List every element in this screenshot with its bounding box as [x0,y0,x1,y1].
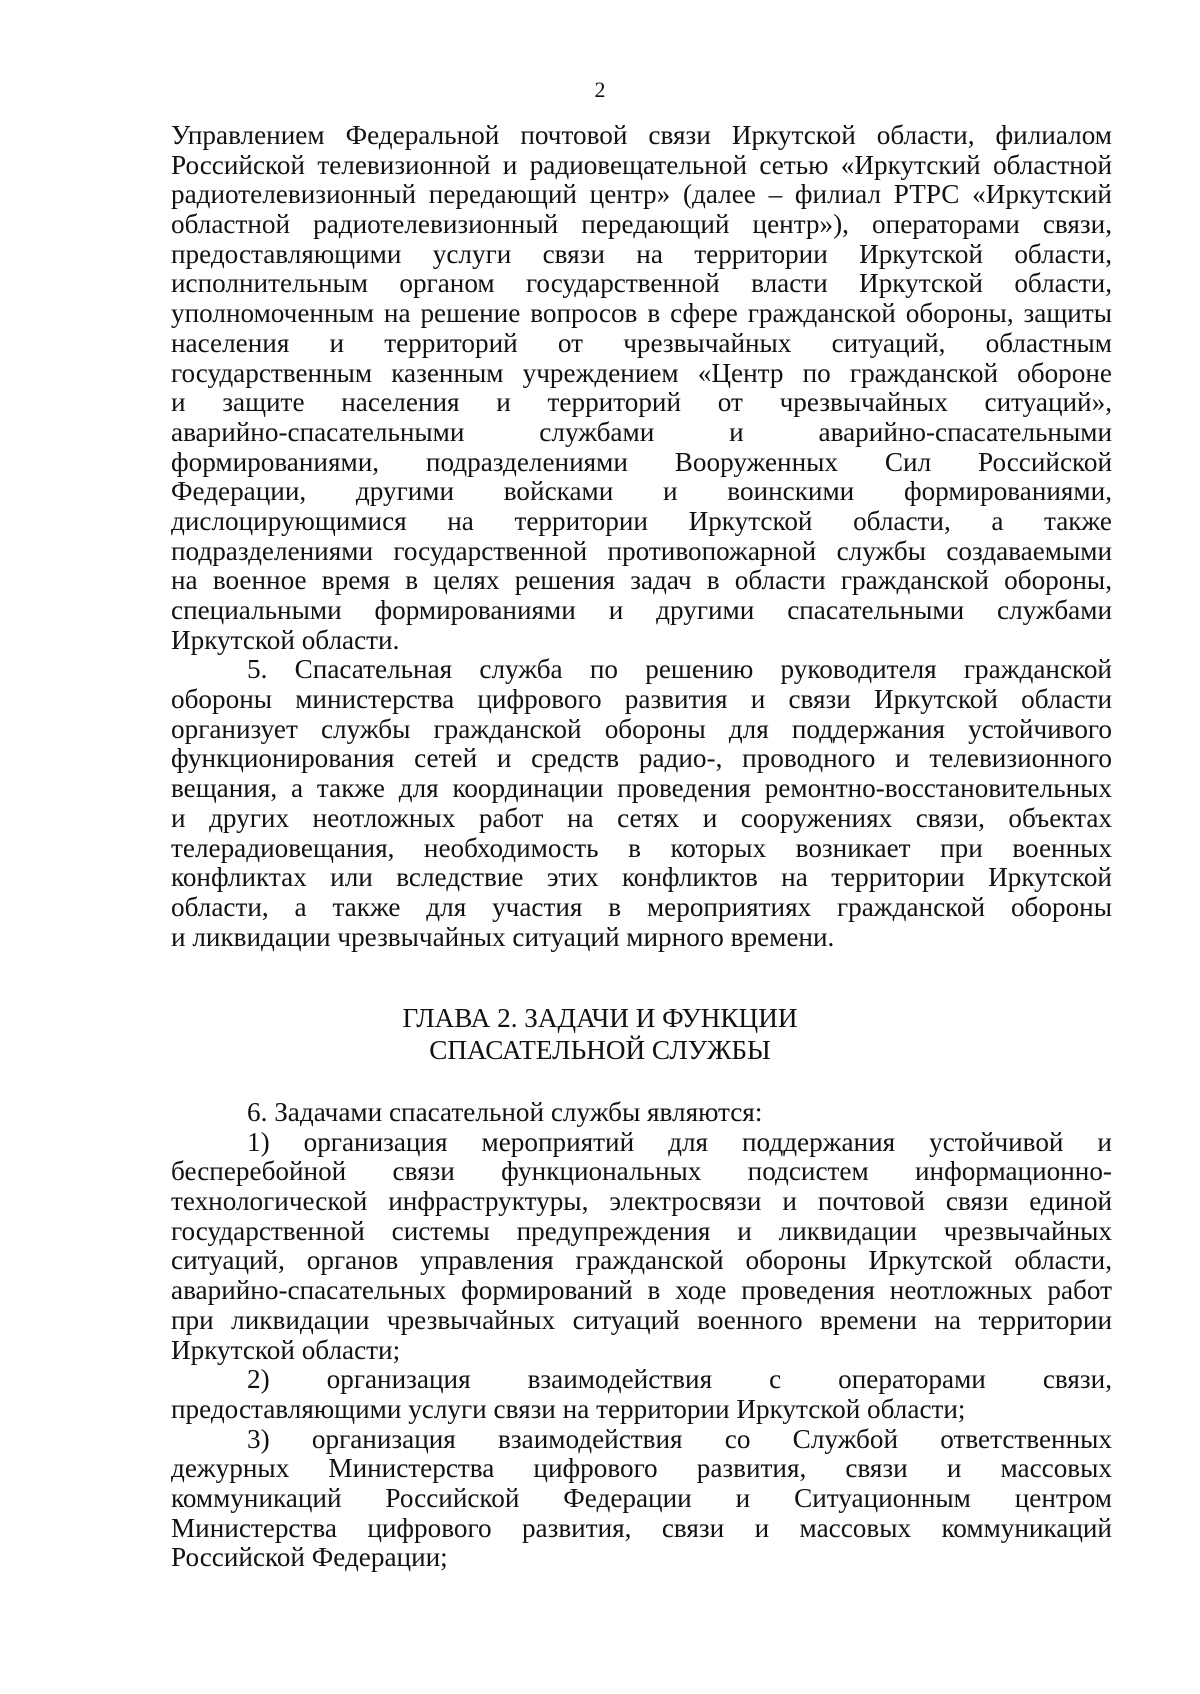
text-line: государственным казенным учреждением «Центр по гражданской обороне [171,357,1112,388]
text-line: уполномоченным на решение вопросов в сфере гражданской обороны, защиты [171,298,1112,329]
text-line: и защите населения и территорий от чрезвычайных ситуаций», [171,387,1112,418]
chapter-heading-line-1: ГЛАВА 2. ЗАДАЧИ И ФУНКЦИИ [402,1003,798,1033]
text-line: специальными формированиями и другими спасательными службами [171,595,1112,625]
text-line: радиотелевизионный передающий центр» (далее – филиал РТРС «Иркутский [171,179,1112,210]
text-line: Иркутской области. [171,624,400,655]
text-line: Российской телевизионной и радиовещательной сетью «Иркутский областной [171,149,1112,180]
text-line: государственной системы предупреждения и ликвидации чрезвычайных [171,1215,1112,1246]
text-line: обороны министерства цифрового развития и связи Иркутской области [171,684,1112,715]
text-line: 6. Задачами спасательной службы являются: [247,1097,763,1127]
text-line: организует службы гражданской обороны для поддержания устойчивого [171,713,1112,744]
text-line: конфликтах или вследствие этих конфликтов на территории Иркутской [171,862,1112,893]
text-line: коммуникаций Российской Федерации и Ситуационным центром [171,1482,1112,1513]
text-line: дислоцирующимися на территории Иркутской области, а также [171,505,1112,536]
text-line: аварийно-спасательных формирований в ходе проведения неотложных работ [171,1275,1112,1306]
text-line: и других неотложных работ на сетях и сооружениях связи, объектах [171,802,1112,833]
text-line: при ликвидации чрезвычайных ситуаций военного времени на территории [171,1304,1112,1335]
text-line: Управлением Федеральной почтовой связи Иркутской области, филиалом [171,120,1112,150]
text-line: 3) организация взаимодействия со Службой ответственных [247,1423,1112,1454]
page-number: 2 [594,77,606,102]
text-line: предоставляющими услуги связи на территории Иркутской области; [171,1393,966,1424]
text-line: Иркутской области; [171,1334,401,1365]
text-line: на военное время в целях решения задач в области гражданской обороны, [171,565,1112,596]
body-text-block-1 [171,121,1112,952]
text-line: бесперебойной связи функциональных подсистем информационно- [171,1156,1112,1187]
text-line: функционирования сетей и средств радио-, проводного и телевизионного [171,743,1112,774]
text-line: формированиями, подразделениями Вооруженных Сил Российской [171,446,1112,477]
body-text-block-2 [171,1098,1112,1573]
chapter-heading-line-2: СПАСАТЕЛЬНОЙ СЛУЖБЫ [429,1035,771,1065]
text-line: ситуаций, органов управления гражданской обороны Иркутской области, [171,1245,1112,1276]
text-line: Федерации, другими войсками и воинскими формированиями, [171,476,1112,507]
text-line: предоставляющими услуги связи на территории Иркутской области, [171,238,1112,269]
text-line: вещания, а также для координации проведения ремонтно-восстановительных [171,773,1112,804]
text-line: телерадиовещания, необходимость в которых возникает при военных [171,832,1112,863]
text-line: населения и территорий от чрезвычайных ситуаций, областным [171,327,1112,358]
text-line: исполнительным органом государственной власти Иркутской области, [171,268,1112,299]
text-line: Министерства цифрового развития, связи и массовых коммуникаций [171,1512,1112,1543]
text-line: областной радиотелевизионный передающий центр»), операторами связи, [171,209,1112,240]
text-line: Российской Федерации; [171,1542,448,1573]
text-line: 2) организация взаимодействия с операторами связи, [247,1364,1112,1395]
text-line: технологической инфраструктуры, электросвязи и почтовой связи единой [171,1186,1112,1217]
text-line: аварийно-спасательными службами и аварийно-спасательными [171,416,1112,447]
text-line: 1) организация мероприятий для поддержания устойчивой и [247,1126,1112,1157]
text-line: подразделениями государственной противопожарной службы создаваемыми [171,535,1112,566]
text-line: области, а также для участия в мероприятиях гражданской обороны [171,891,1112,922]
chapter-heading [0,1002,1200,1066]
text-line: дежурных Министерства цифрового развития, связи и массовых [171,1453,1112,1484]
text-line: 5. Спасательная служба по решению руководителя гражданской [247,654,1112,685]
text-line: и ликвидации чрезвычайных ситуаций мирного времени. [171,921,835,952]
